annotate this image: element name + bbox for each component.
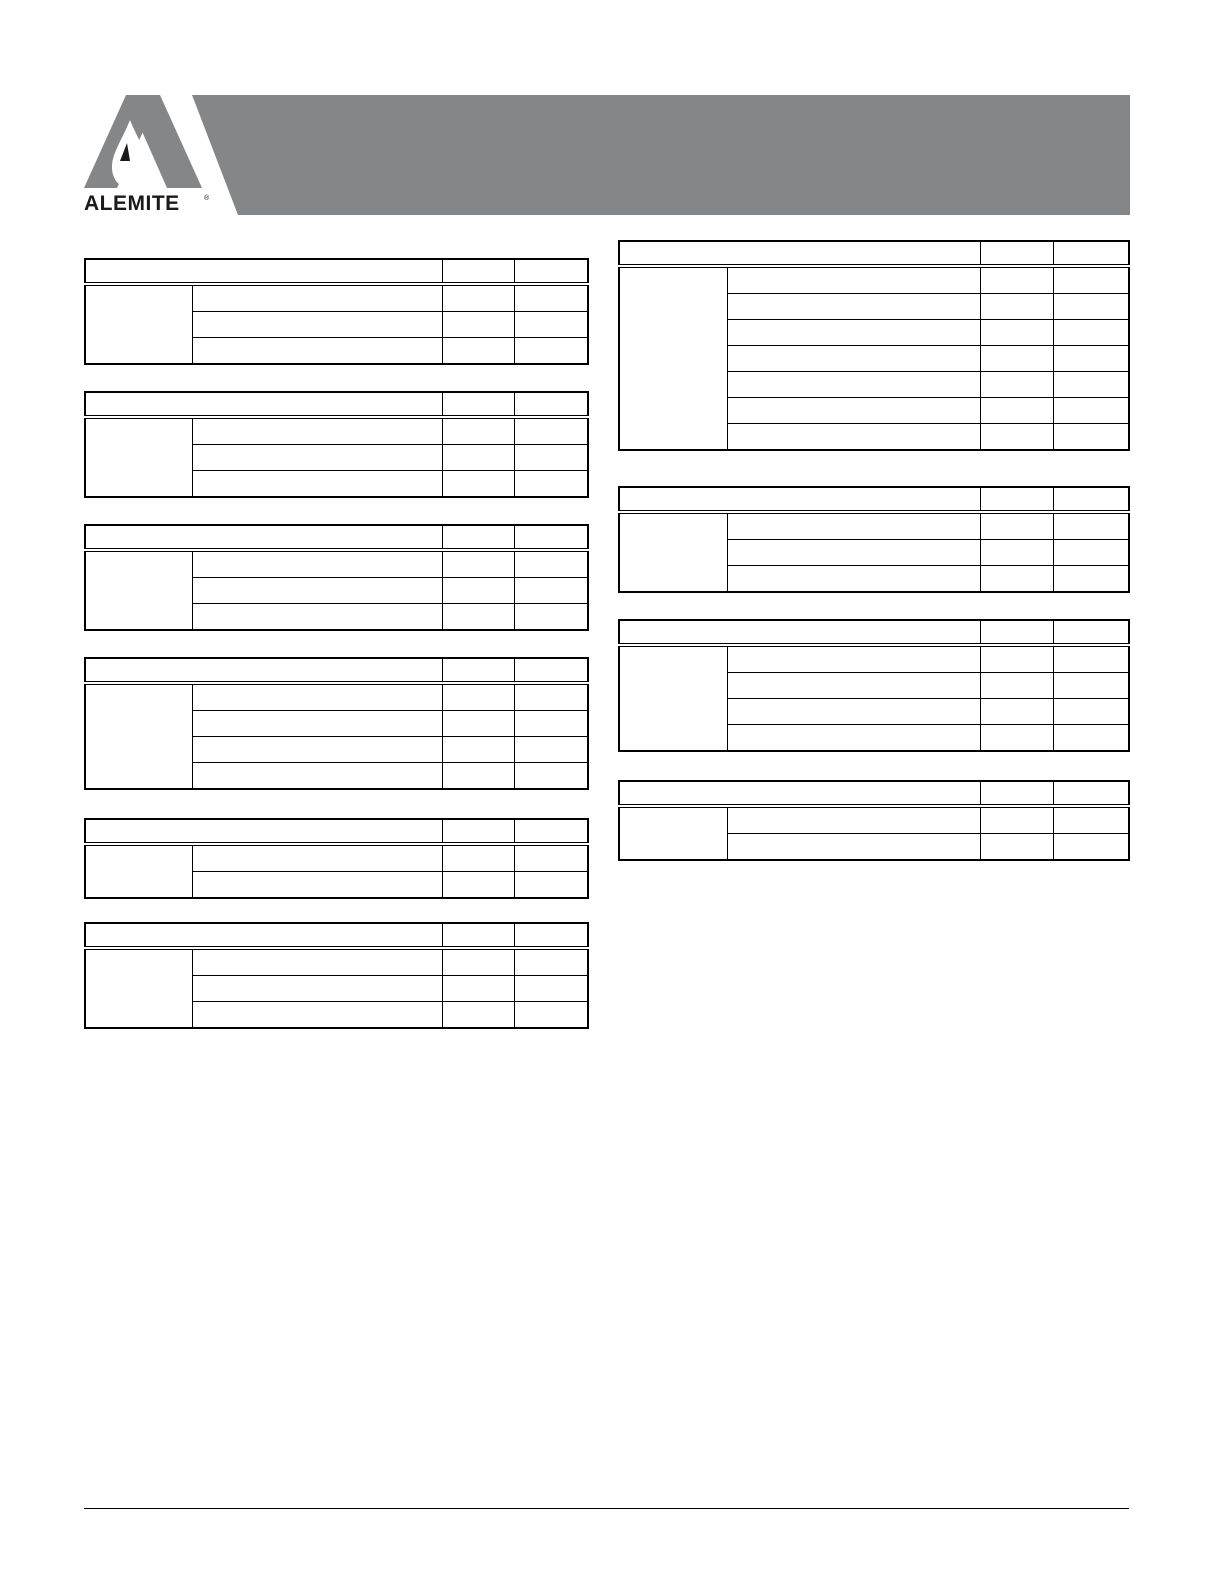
group-cell	[619, 512, 727, 592]
table-cell	[192, 976, 442, 1002]
table-cell	[727, 566, 980, 593]
table-cell	[192, 844, 442, 872]
table-cell	[442, 844, 514, 872]
table-cell	[1053, 540, 1129, 566]
table-cell	[514, 844, 588, 872]
header-cell	[514, 658, 588, 683]
table-cell	[1053, 699, 1129, 725]
table-header-row	[619, 620, 1129, 645]
table-cell	[514, 604, 588, 631]
table-cell	[1053, 806, 1129, 834]
header-cell	[514, 392, 588, 417]
table-cell	[442, 550, 514, 578]
table-cell	[192, 578, 442, 604]
table-header-row	[619, 781, 1129, 806]
table-cell	[727, 673, 980, 699]
header-cell	[85, 525, 442, 550]
table-cell	[442, 1002, 514, 1029]
table-cell	[1053, 725, 1129, 752]
group-cell	[85, 844, 192, 898]
header-cell	[442, 392, 514, 417]
table-cell	[727, 266, 980, 294]
table-cell	[727, 424, 980, 451]
table-cell	[514, 737, 588, 763]
group-cell	[619, 806, 727, 860]
table-cell	[980, 540, 1053, 566]
group-cell	[85, 284, 192, 364]
spec-table-right-1	[618, 240, 1130, 451]
table-cell	[727, 699, 980, 725]
table-cell	[980, 294, 1053, 320]
header-cell	[85, 259, 442, 284]
table-cell	[442, 471, 514, 498]
header-cell	[619, 620, 980, 645]
table-header-row	[85, 525, 588, 550]
table-row	[85, 284, 588, 312]
table-cell	[442, 338, 514, 365]
table-cell	[1053, 320, 1129, 346]
table-header-row	[85, 923, 588, 948]
table-cell	[727, 806, 980, 834]
table-cell	[514, 550, 588, 578]
table-header-row	[85, 259, 588, 284]
table-cell	[442, 417, 514, 445]
table-cell	[727, 320, 980, 346]
table-cell	[1053, 398, 1129, 424]
table-cell	[192, 445, 442, 471]
header-cell	[1053, 241, 1129, 266]
spec-table-left-1	[84, 258, 589, 365]
table-cell	[980, 725, 1053, 752]
table-cell	[980, 320, 1053, 346]
table-cell	[727, 294, 980, 320]
registered-mark: ®	[204, 195, 210, 202]
group-cell	[85, 417, 192, 497]
table-cell	[192, 312, 442, 338]
table-row	[619, 266, 1129, 294]
table-cell	[514, 312, 588, 338]
table-cell	[192, 1002, 442, 1029]
table-cell	[192, 338, 442, 365]
table-cell	[192, 737, 442, 763]
header-cell	[514, 259, 588, 284]
table-row	[85, 417, 588, 445]
table-cell	[514, 872, 588, 899]
table-row	[85, 683, 588, 711]
table-cell	[192, 471, 442, 498]
table-cell	[442, 284, 514, 312]
spec-table-left-4	[84, 657, 589, 790]
table-cell	[442, 737, 514, 763]
spec-table-right-3	[618, 619, 1130, 752]
alemite-logo-icon	[82, 95, 242, 195]
header-cell	[980, 781, 1053, 806]
table-cell	[442, 763, 514, 790]
table-header-row	[85, 392, 588, 417]
table-cell	[514, 976, 588, 1002]
table-cell	[442, 445, 514, 471]
table-cell	[514, 284, 588, 312]
header-cell	[1053, 620, 1129, 645]
table-cell	[192, 284, 442, 312]
table-cell	[980, 346, 1053, 372]
table-cell	[1053, 834, 1129, 861]
table-cell	[980, 398, 1053, 424]
table-cell	[1053, 424, 1129, 451]
table-cell	[980, 566, 1053, 593]
header-cell	[980, 241, 1053, 266]
spec-table-right-4	[618, 780, 1130, 861]
logo-wordmark: ALEMITE	[84, 192, 180, 215]
table-cell	[514, 338, 588, 365]
table-cell	[727, 540, 980, 566]
header-cell	[619, 781, 980, 806]
table-cell	[442, 604, 514, 631]
table-cell	[980, 424, 1053, 451]
table-cell	[442, 711, 514, 737]
header-cell	[85, 392, 442, 417]
table-cell	[442, 312, 514, 338]
table-cell	[1053, 266, 1129, 294]
group-cell	[85, 948, 192, 1028]
table-cell	[727, 346, 980, 372]
header-cell	[980, 487, 1053, 512]
table-row	[85, 844, 588, 872]
table-cell	[1053, 346, 1129, 372]
table-cell	[192, 711, 442, 737]
header-cell	[442, 525, 514, 550]
table-cell	[514, 471, 588, 498]
spec-table-left-2	[84, 391, 589, 498]
table-row	[619, 512, 1129, 540]
header-bar	[192, 95, 1130, 215]
table-cell	[514, 417, 588, 445]
table-row	[619, 645, 1129, 673]
table-cell	[514, 763, 588, 790]
table-cell	[980, 673, 1053, 699]
table-cell	[192, 763, 442, 790]
table-cell	[192, 948, 442, 976]
table-cell	[514, 711, 588, 737]
table-cell	[514, 445, 588, 471]
table-cell	[727, 645, 980, 673]
table-row	[619, 806, 1129, 834]
header-cell	[442, 819, 514, 844]
table-cell	[1053, 566, 1129, 593]
table-cell	[1053, 673, 1129, 699]
spec-table-left-5	[84, 818, 589, 899]
header-cell	[514, 819, 588, 844]
table-cell	[442, 872, 514, 899]
table-cell	[442, 683, 514, 711]
table-cell	[1053, 294, 1129, 320]
table-cell	[980, 834, 1053, 861]
table-cell	[192, 550, 442, 578]
header-cell	[85, 819, 442, 844]
table-cell	[192, 604, 442, 631]
table-cell	[980, 645, 1053, 673]
table-cell	[1053, 645, 1129, 673]
table-header-row	[619, 241, 1129, 266]
header-cell	[514, 923, 588, 948]
header-cell	[980, 620, 1053, 645]
table-cell	[980, 512, 1053, 540]
table-cell	[514, 1002, 588, 1029]
table-cell	[980, 699, 1053, 725]
group-cell	[85, 683, 192, 789]
table-cell	[514, 578, 588, 604]
table-cell	[727, 398, 980, 424]
table-row	[85, 550, 588, 578]
table-row	[85, 948, 588, 976]
table-cell	[442, 948, 514, 976]
table-cell	[980, 266, 1053, 294]
footer-rule	[84, 1508, 1129, 1509]
group-cell	[619, 645, 727, 751]
table-cell	[514, 948, 588, 976]
table-cell	[1053, 512, 1129, 540]
table-cell	[727, 372, 980, 398]
header-cell	[1053, 781, 1129, 806]
spec-table-right-2	[618, 486, 1130, 593]
table-cell	[192, 683, 442, 711]
table-header-row	[85, 658, 588, 683]
table-cell	[980, 372, 1053, 398]
table-header-row	[619, 487, 1129, 512]
table-cell	[514, 683, 588, 711]
header-cell	[514, 525, 588, 550]
table-cell	[442, 578, 514, 604]
table-cell	[727, 725, 980, 752]
header-cell	[85, 923, 442, 948]
table-cell	[442, 976, 514, 1002]
table-cell	[980, 806, 1053, 834]
table-cell	[192, 872, 442, 899]
header-cell	[442, 923, 514, 948]
table-cell	[1053, 372, 1129, 398]
spec-table-left-6	[84, 922, 589, 1029]
header-cell	[442, 259, 514, 284]
group-cell	[619, 266, 727, 450]
table-cell	[727, 512, 980, 540]
header-cell	[1053, 487, 1129, 512]
group-cell	[85, 550, 192, 630]
table-cell	[192, 417, 442, 445]
header-cell	[442, 658, 514, 683]
header-cell	[85, 658, 442, 683]
spec-table-left-3	[84, 524, 589, 631]
table-header-row	[85, 819, 588, 844]
table-cell	[727, 834, 980, 861]
header-cell	[619, 487, 980, 512]
header-cell	[619, 241, 980, 266]
